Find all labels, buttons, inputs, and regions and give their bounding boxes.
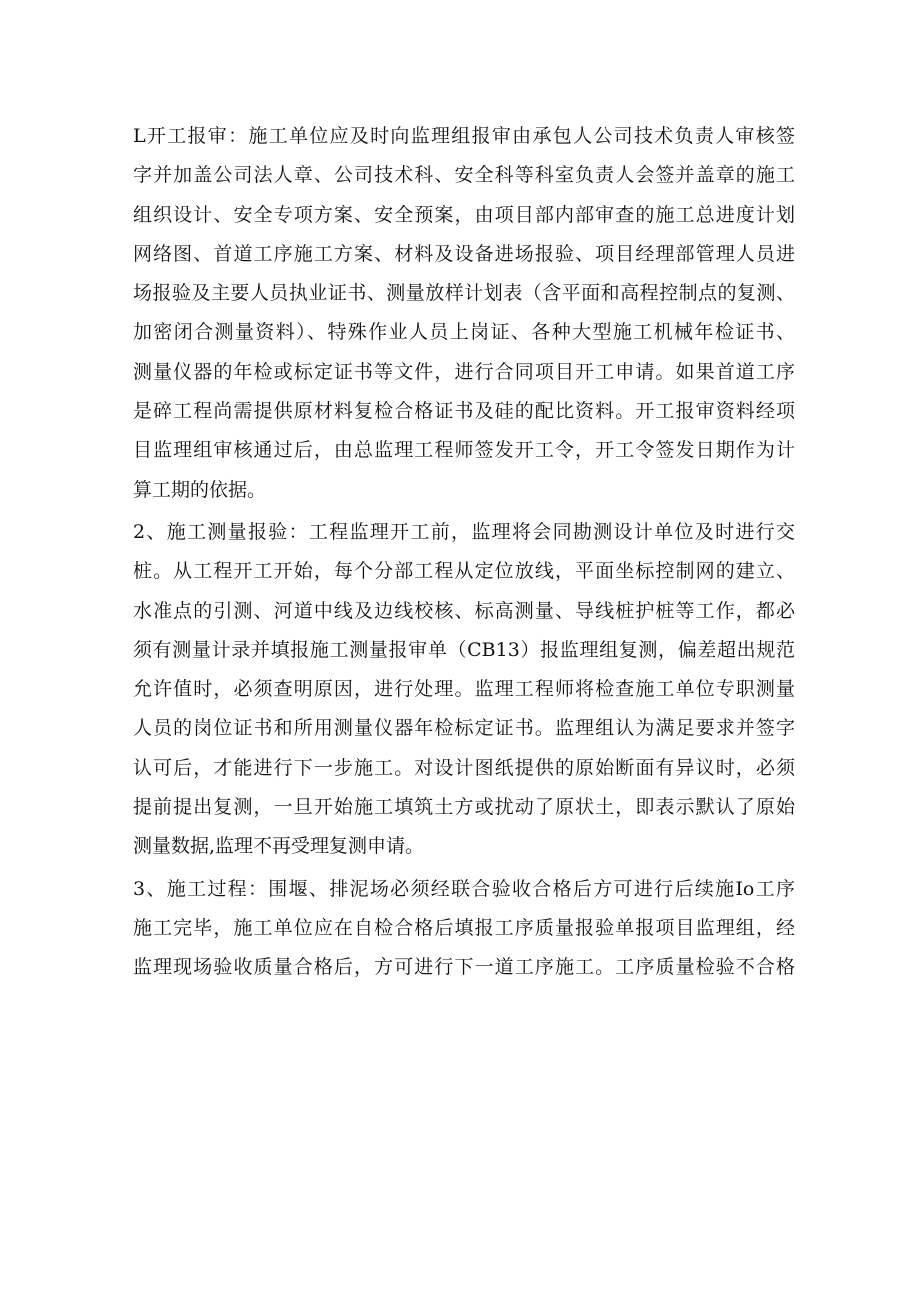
text-line: 认可后，才能进行下一步施工。对设计图纸提供的原始断面有异议时，必须 (133, 756, 795, 779)
text-line: 字并加盖公司法人章、公司技术科、安全科等科室负责人会签并盖章的施工 (133, 164, 795, 187)
text-line: 3、施工过程：围堰、排泥场必须经联合验收合格后方可进行后续施Io工序 (133, 877, 795, 900)
text-line: 测量仪器的年检或标定证书等文件，进行合同项目开工申请。如果首道工序 (133, 360, 795, 383)
text-line: 监理现场验收质量合格后，方可进行下一道工序施工。工序质量检验不合格 (133, 956, 795, 979)
text-line: 桩。从工程开工开始，每个分部工程从定位放线，平面坐标控制网的建立、 (133, 560, 795, 583)
text-line: 目监理组审核通过后，由总监理工程师签发开工令，开工令签发日期作为计 (133, 439, 795, 462)
text-line: 2、施工测量报验：工程监理开工前，监理将会同勘测设计单位及时进行交 (133, 520, 795, 543)
text-line: 组织设计、安全专项方案、安全预案，由项目部内部审查的施工总进度计划 (133, 203, 795, 226)
text-line: 施工完毕，施工单位应在自检合格后填报工序质量报验单报项目监理组，经 (133, 916, 795, 939)
text-line: 测量数据,监理不再受理复测申请。 (133, 835, 425, 858)
text-line: 提前提出复测，一旦开始施工填筑土方或扰动了原状土，即表示默认了原始 (133, 796, 795, 819)
paragraph-commencement-review (133, 117, 795, 510)
paragraph-construction-process (133, 870, 795, 988)
text-line: 加密闭合测量资料）、特殊作业人员上岗证、各种大型施工机械年检证书、 (133, 321, 795, 344)
text-line: 允许值时，必须查明原因，进行处理。监理工程师将检查施工单位专职测量 (133, 678, 795, 701)
text-line: 须有测量计录并填报施工测量报审单（CB13）报监理组复测，偏差超出规范 (133, 638, 795, 661)
text-line: 水准点的引测、河道中线及边线校核、标高测量、导线桩护桩等工作，都必 (133, 599, 795, 622)
text-line: L开工报审：施工单位应及时向监理组报审由承包人公司技术负责人审核签 (133, 125, 795, 147)
text-line: 是碎工程尚需提供原材料复检合格证书及硅的配比资料。开工报审资料经项 (133, 400, 795, 423)
text-line: 算工期的依据。 (133, 478, 267, 501)
paragraph-survey-inspection (133, 513, 795, 867)
text-line: 场报验及主要人员执业证书、测量放样计划表（含平面和高程控制点的复测、 (133, 282, 795, 305)
document-body (133, 117, 795, 988)
text-line: 网络图、首道工序施工方案、材料及设备进场报验、项目经理部管理人员进 (133, 242, 795, 265)
text-line: 人员的岗位证书和所用测量仪器年检标定证书。监理组认为满足要求并签字 (133, 717, 795, 740)
